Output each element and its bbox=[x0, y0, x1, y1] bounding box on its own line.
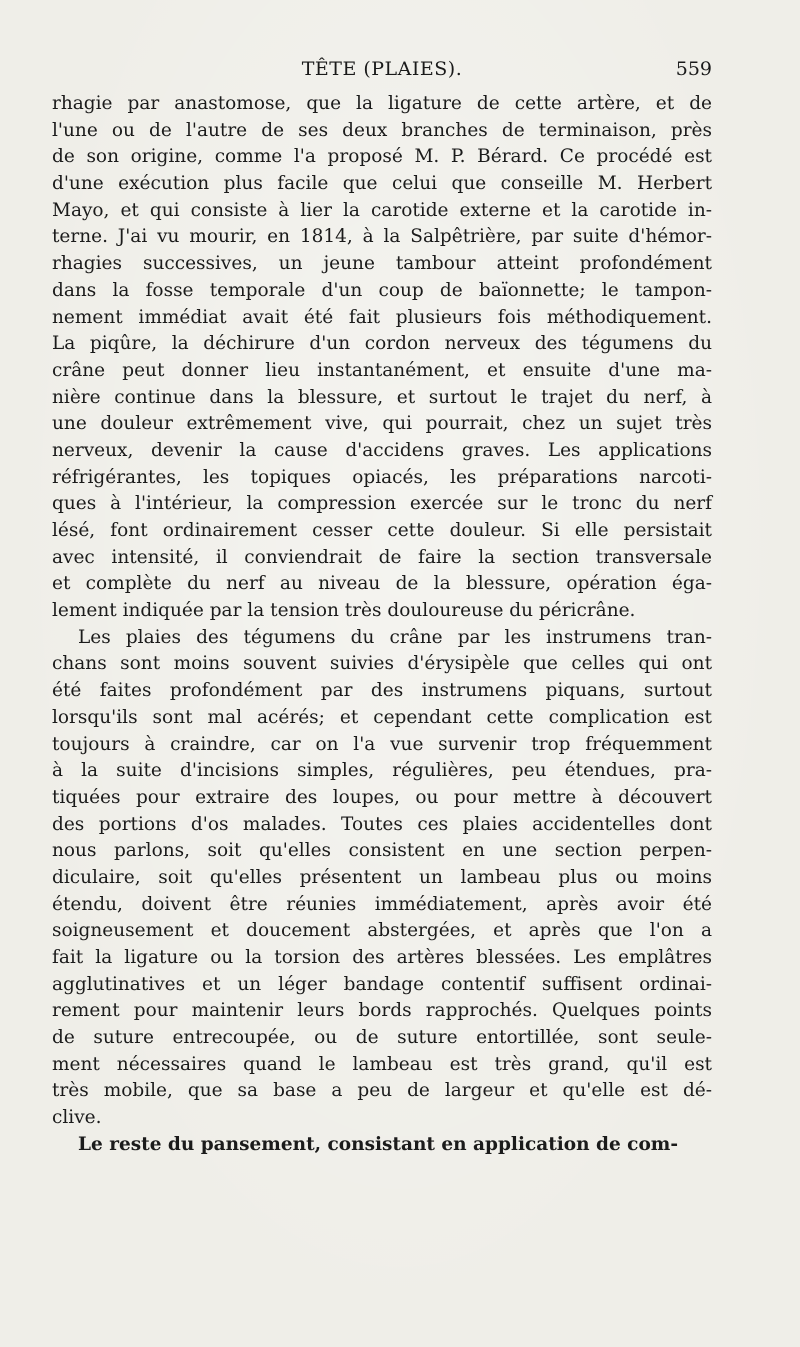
text-line: été faites profondément par des instrumens piquans, surtout bbox=[52, 680, 712, 702]
text-line: agglutinatives et un léger bandage contentif suffisent ordinai- bbox=[52, 973, 712, 995]
text-line: nement immédiat avait été fait plusieurs fois méthodiquement. bbox=[52, 306, 712, 328]
text-line: d'une exécution plus facile que celui que conseille M. Herbert bbox=[52, 173, 712, 195]
text-line: Mayo, et qui consiste à lier la carotide externe et la carotide in- bbox=[52, 199, 712, 221]
text-line: lorsqu'ils sont mal acérés; et cependant cette complication est bbox=[52, 706, 712, 728]
text-line: ques à l'intérieur, la compression exercée sur le tronc du nerf bbox=[52, 493, 712, 515]
text-line: clive. bbox=[52, 1107, 102, 1129]
text-line: soigneusement et doucement abstergées, et après que l'on a bbox=[52, 920, 712, 942]
text-line: dans la fosse temporale d'un coup de baïonnette; le tampon- bbox=[52, 279, 712, 301]
text-line: tiquées pour extraire des loupes, ou pour mettre à découvert bbox=[52, 786, 712, 808]
text-line: Les plaies des tégumens du crâne par les instrumens tran- bbox=[78, 626, 712, 648]
text-line: terne. J'ai vu mourir, en 1814, à la Salpêtrière, par suite d'hémor- bbox=[52, 226, 712, 248]
text-line: crâne peut donner lieu instantanément, et ensuite d'une ma- bbox=[52, 359, 712, 381]
text-line: diculaire, soit qu'elles présentent un lambeau plus ou moins bbox=[52, 866, 712, 888]
text-line: lement indiquée par la tension très douloureuse du péricrâne. bbox=[52, 600, 636, 622]
page-number: 559 bbox=[675, 58, 712, 80]
text-line: rhagies successives, un jeune tambour atteint profondément bbox=[52, 253, 712, 275]
text-line: Le reste du pansement, consistant en application de com- bbox=[78, 1133, 679, 1155]
running-title: TÊTE (PLAIES). bbox=[301, 58, 463, 80]
body-text bbox=[52, 91, 712, 1159]
text-line: étendu, doivent être réunies immédiatement, après avoir été bbox=[52, 893, 712, 915]
paragraph-1 bbox=[52, 91, 712, 625]
text-line: nière continue dans la blessure, et surtout le trajet du nerf, à bbox=[52, 386, 712, 408]
text-line: fait la ligature ou la torsion des artères blessées. Les emplâtres bbox=[52, 947, 712, 968]
text-line: de son origine, comme l'a proposé M. P. Bérard. Ce procédé est bbox=[52, 146, 712, 168]
text-line: lésé, font ordinairement cesser cette douleur. Si elle persistait bbox=[52, 520, 712, 541]
text-line: et complète du nerf au niveau de la blessure, opération éga- bbox=[52, 573, 712, 595]
text-line: réfrigérantes, les topiques opiacés, les préparations narcoti- bbox=[52, 466, 712, 488]
text-line: avec intensité, il conviendrait de faire la section transversale bbox=[52, 546, 712, 568]
text-line: rhagie par anastomose, que la ligature de cette artère, et de bbox=[52, 93, 712, 114]
text-line: très mobile, que sa base a peu de largeur et qu'elle est dé- bbox=[52, 1080, 712, 1102]
text-line: de suture entrecoupée, ou de suture entortillée, sont seule- bbox=[52, 1027, 712, 1049]
text-line: l'une ou de l'autre de ses deux branches de terminaison, près bbox=[52, 119, 712, 141]
page-header bbox=[52, 58, 712, 88]
text-line: rement pour maintenir leurs bords rapprochés. Quelques points bbox=[52, 1000, 712, 1022]
text-line: à la suite d'incisions simples, régulières, peu étendues, pra- bbox=[52, 760, 712, 782]
text-line: une douleur extrêmement vive, qui pourrait, chez un sujet très bbox=[52, 413, 712, 435]
text-line: chans sont moins souvent suivies d'érysipèle que celles qui ont bbox=[52, 653, 712, 675]
text-line: toujours à craindre, car on l'a vue survenir trop fréquemment bbox=[52, 733, 712, 755]
text-line: ment nécessaires quand le lambeau est très grand, qu'il est bbox=[52, 1053, 712, 1075]
text-line: nous parlons, soit qu'elles consistent en une section perpen- bbox=[52, 840, 712, 862]
text-line: des portions d'os malades. Toutes ces plaies accidentelles dont bbox=[52, 813, 712, 835]
text-line: nerveux, devenir la cause d'accidens graves. Les applications bbox=[52, 439, 712, 461]
text-line: La piqûre, la déchirure d'un cordon nerveux des tégumens du bbox=[52, 333, 712, 355]
paragraph-2 bbox=[52, 625, 712, 1132]
paragraph-3 bbox=[52, 1132, 712, 1159]
